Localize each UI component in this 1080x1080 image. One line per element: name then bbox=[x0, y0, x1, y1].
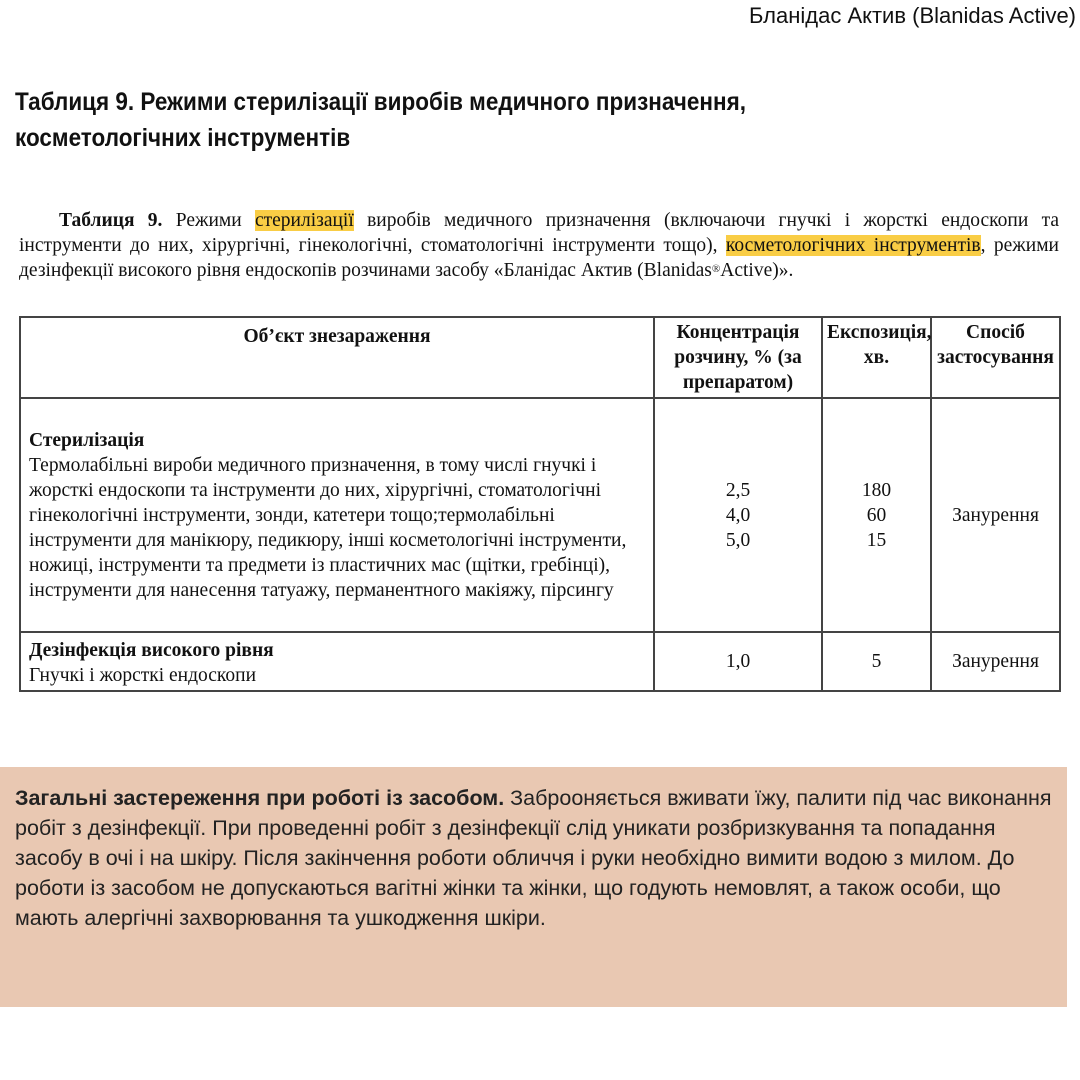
general-warnings-box bbox=[0, 767, 1067, 1007]
header-concentration: Концентрація розчину, % (за препаратом) bbox=[654, 317, 822, 398]
table-header-row bbox=[20, 317, 1060, 398]
object-cell bbox=[20, 398, 654, 632]
concentration-value: 2,5 bbox=[725, 479, 751, 501]
caption-highlight-sterilization: стерилізації bbox=[254, 210, 354, 231]
table-row bbox=[20, 632, 1060, 691]
warning-text: Заброоняється вживати їжу, палити під час виконання робіт з дезінфекції. При проведенні робіт з дезінфекції слід уникати розбризкування та попадання засобу в очі і на шкіру. Після закінчення роботи обличчя і руки необхідно вимити водою з милом. До роботи із засобом не допускаються вагітні жінки та жінки, що годують немовлят, а також особи, що мають алергічні захворювання та ушкодження шкіри. bbox=[15, 786, 1052, 930]
warning-paragraph bbox=[15, 783, 1060, 933]
page-title-line-1: Таблиця 9. Режими стерилізації виробів медичного призначення, bbox=[15, 88, 746, 116]
sterilization-table bbox=[19, 316, 1061, 692]
exposure-value: 5 bbox=[871, 651, 882, 672]
concentration-cell bbox=[654, 398, 822, 632]
row-description: Гнучкі і жорсткі ендоскопи bbox=[29, 665, 257, 686]
caption-text-1: Режими bbox=[162, 210, 255, 231]
caption-highlight-cosmetology: косметологічних інструментів bbox=[725, 235, 981, 256]
table-caption bbox=[19, 208, 1059, 283]
exposure-cell bbox=[822, 632, 931, 691]
caption-text-3: , режими дезінфекції високого рівня ендоскопів розчинами засобу «Бланідас Актив (Blanidas bbox=[19, 235, 1059, 281]
header-exposure: Експозиція, хв. bbox=[822, 317, 931, 398]
page-title bbox=[15, 84, 915, 156]
method-cell: Занурення bbox=[931, 398, 1060, 632]
header-object: Об’єкт знезараження bbox=[20, 317, 654, 398]
page-title-line-2: косметологічних інструментів bbox=[15, 124, 351, 152]
warning-title: Загальні застереження при роботі із засобом. bbox=[15, 786, 505, 810]
caption-label: Таблиця 9. bbox=[59, 210, 163, 231]
caption-text-4: Active)». bbox=[720, 260, 794, 281]
exposure-value: 15 bbox=[866, 529, 887, 551]
concentration-value: 4,0 bbox=[725, 504, 751, 526]
table-row bbox=[20, 398, 1060, 632]
row-title: Стерилізація bbox=[29, 429, 145, 451]
object-cell bbox=[20, 632, 654, 691]
exposure-cell bbox=[822, 398, 931, 632]
caption-text-2: виробів медичного призначення (включаючи гнучкі і жорсткі ендоскопи та інструменти до них, хірургічні, гінекологічні, стоматологічні інструменти тощо), bbox=[19, 210, 1059, 256]
exposure-value: 180 bbox=[861, 479, 892, 501]
registered-mark: ® bbox=[711, 263, 721, 275]
document-header: Бланідас Актив (Blanidas Active) bbox=[748, 3, 1076, 28]
concentration-cell bbox=[654, 632, 822, 691]
concentration-value: 5,0 bbox=[725, 529, 751, 551]
exposure-value: 60 bbox=[866, 504, 887, 526]
concentration-value: 1,0 bbox=[725, 651, 751, 672]
header-method: Спосіб застосування bbox=[931, 317, 1060, 398]
row-description: Термолабільні вироби медичного призначення, в тому числі гнучкі і жорсткі ендоскопи та інструменти до них, хірургічні, стоматологічні гінекологічні інструменти, зонди, катетери тощо;термолабільні інструменти для манікюру, педикюру, інші косметологічні інструменти, ножиці, інструменти та предмети із пластичних мас (щітки, гребінці), інструменти для нанесення татуажу, перманентного макіяжу, пірсингу bbox=[29, 454, 627, 601]
method-cell: Занурення bbox=[931, 632, 1060, 691]
row-title: Дезінфекція високого рівня bbox=[29, 640, 274, 661]
